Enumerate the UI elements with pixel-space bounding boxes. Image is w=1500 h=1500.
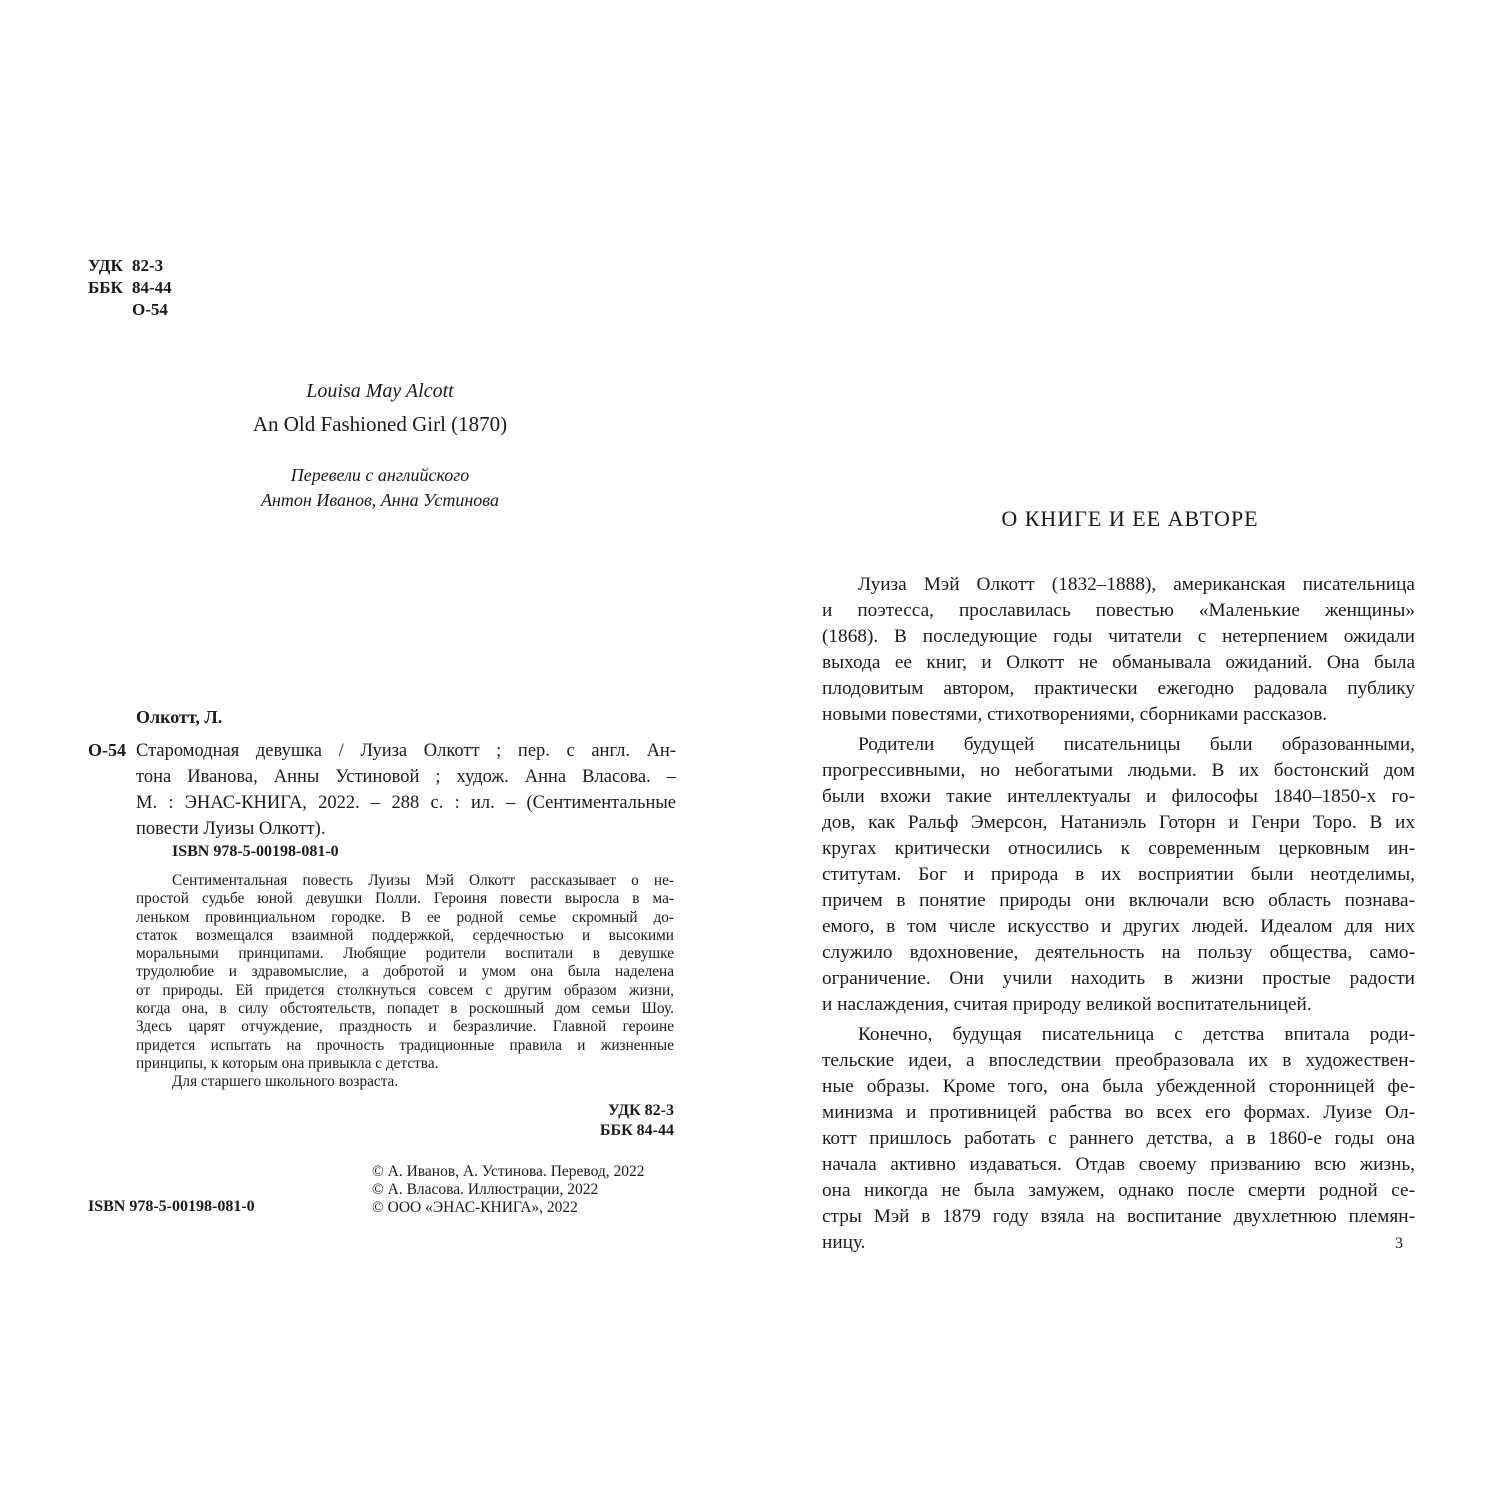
article-line: ограничение. Они учили находить в жизни простые радости [822, 968, 1415, 989]
article-line: плодовитым автором, практически ежегодно радовала публику [822, 678, 1415, 699]
abstract-line: Здесь царят отчуждение, праздность и безразличие. Главной героине [136, 1018, 674, 1036]
abstract-line: Сентиментальная повесть Луизы Мэй Олкотт рассказывает о не- [172, 872, 674, 889]
abstract-line: придется испытать на прочность традиционные правила и жизненные [136, 1036, 674, 1054]
article-line: служило вдохновение, деятельность на пользу общества, само- [822, 942, 1415, 963]
bbk-value: 84-44 [132, 278, 172, 297]
abstract-line: леньком провинциальном городке. В ее родной семье скромный до- [136, 908, 674, 926]
udk-label: УДК [88, 256, 123, 275]
abstract-line: от природы. Ей придется столкнуться совсем с другим образом жизни, [136, 981, 674, 999]
article-line: новыми повестями, стихотворениями, сборниками рассказов. [822, 704, 1328, 725]
article-line: и наслаждения, считая природу великой воспитательницей. [822, 994, 1312, 1015]
card-line: повести Луизы Олкотт). [136, 819, 326, 839]
abstract-line: когда она, в силу обстоятельств, попадет в роскошный дом семьи Шоу. [136, 1000, 674, 1018]
copyright-line: © А. Власова. Иллюстрации, 2022 [372, 1181, 599, 1198]
article-line: Конечно, будущая писательница с детства впитала роди- [858, 1024, 1415, 1045]
article-line: прогрессивными, но небогатыми людьми. В их бостонский дом [822, 760, 1415, 781]
copyright-line: © ООО «ЭНАС-КНИГА», 2022 [372, 1199, 578, 1216]
card-line: Старомодная девушка / Луиза Олкотт ; пер. с англ. Ан- [136, 741, 676, 761]
translators-names: Антон Иванов, Анна Устинова [260, 490, 500, 510]
article-line: котт пришлось работать с раннего детства, а в 1860-е годы она [822, 1128, 1415, 1149]
udk-value: 82-3 [132, 256, 164, 275]
article-line: она никогда не была замужем, однако после смерти родной се- [822, 1180, 1415, 1201]
article-line: ные образы. Кроме того, она была убежденной сторонницей фе- [822, 1076, 1415, 1097]
abstract-line: трудолюбие и здравомыслие, а добротой и умом она была наделена [136, 963, 674, 981]
original-author: Louisa May Alcott [306, 380, 454, 402]
article-line: (1868). В последующие годы читатели с нетерпением ожидали [822, 626, 1415, 647]
article-body [822, 572, 1415, 1256]
card-abstract [136, 872, 674, 1092]
age-rating: Для старшего школьного возраста. [172, 1073, 399, 1091]
copyright-block [372, 1163, 645, 1217]
page-number: 3 [1395, 1235, 1403, 1252]
card-line: тона Иванова, Анны Устиновой ; худож. Анна Власова. – [136, 767, 676, 787]
copyright-line: © А. Иванов, А. Устинова. Перевод, 2022 [372, 1163, 645, 1180]
article-line: дов, как Ральф Эмерсон, Натаниэль Готорн и Генри Торо. В их [822, 812, 1415, 833]
abstract-line: статок возмещался взаимной поддержкой, сердечностью и высокими [136, 926, 674, 944]
bbk-label: ББК [88, 278, 123, 297]
isbn-bottom: ISBN 978-5-00198-081-0 [88, 1198, 255, 1215]
article-line: причем в понятие природы они включали всю область познава- [822, 890, 1415, 911]
article-line: Луиза Мэй Олкотт (1832–1888), американская писательница [858, 574, 1415, 595]
card-line: М. : ЭНАС-КНИГА, 2022. – 288 с. : ил. – (Сентиментальные [136, 793, 676, 813]
card-code: О-54 [88, 740, 126, 760]
translators [190, 463, 570, 513]
author-mark: О-54 [132, 300, 168, 319]
abstract-line: моральными принципами. Любящие родители воспитали в девушке [136, 945, 674, 963]
article-line: начала активно издаваться. Отдав своему призванию всю жизнь, [822, 1154, 1415, 1175]
classification-block [88, 255, 172, 321]
section-heading: О КНИГЕ И ЕЕ АВТОРЕ [1001, 506, 1259, 531]
article-line: выхода ее книг, и Олкотт не обманывала ожиданий. Она была [822, 652, 1415, 673]
card-classification [560, 1101, 674, 1141]
original-title: An Old Fashioned Girl (1870) [252, 412, 508, 436]
card-author: Олкотт, Л. [136, 707, 223, 727]
article-line: тельские идеи, а впоследствии преобразовала их в художествен- [822, 1050, 1415, 1071]
article-line: ницу. [822, 1232, 866, 1253]
card-isbn: ISBN 978-5-00198-081-0 [172, 843, 339, 860]
article-line: емого, в том числе искусство и других людей. Идеалом для них [822, 916, 1415, 937]
article-line: стры Мэй в 1879 году взяла на воспитание двухлетнюю племян- [822, 1206, 1415, 1227]
card-bbk: ББК 84-44 [599, 1122, 674, 1139]
article-line: Родители будущей писательницы были образованными, [858, 734, 1415, 755]
abstract-line: принципы, к которым она привыкла с детства. [136, 1054, 439, 1072]
article-line: ститутам. Бог и природа в их восприятии были неотделимы, [822, 864, 1415, 885]
article-line: кругах критически относились к современным церковным ин- [822, 838, 1415, 859]
translators-line: Перевели с английского [290, 465, 470, 485]
abstract-line: простой судьбе юной девушки Полли. Героиня повести выросла в ма- [136, 890, 674, 908]
article-line: минизма и противницей рабства во всех его формах. Луизе Ол- [822, 1102, 1415, 1123]
article-line: были вхожи такие интеллектуалы и философы 1840–1850-х го- [822, 786, 1415, 807]
card-bibliographic-description [136, 738, 676, 842]
card-udk: УДК 82-3 [607, 1102, 674, 1119]
article-line: и поэтесса, прославилась повестью «Маленькие женщины» [822, 600, 1415, 621]
